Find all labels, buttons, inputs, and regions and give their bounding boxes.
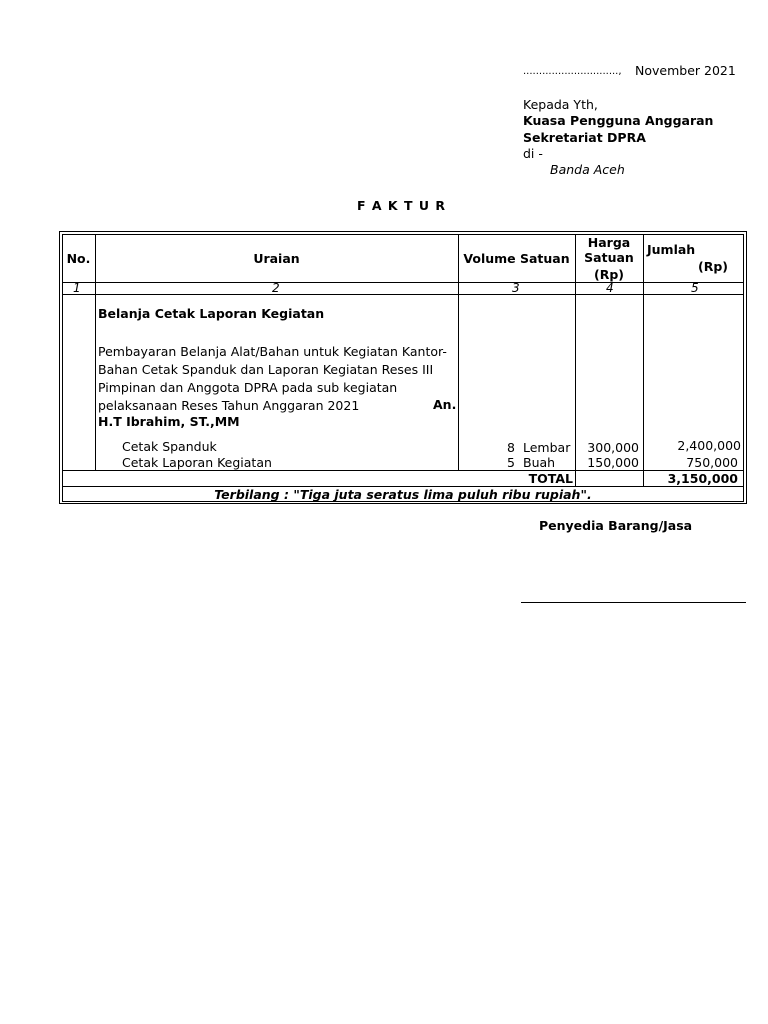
item-qty: 5 bbox=[507, 455, 515, 470]
total-label: TOTAL bbox=[528, 471, 573, 486]
description-line: pelaksanaan Reses Tahun Anggaran 2021 bbox=[98, 398, 360, 413]
header-no: No. bbox=[66, 251, 91, 266]
item-price: 150,000 bbox=[587, 455, 639, 470]
header-volume-satuan: Volume Satuan bbox=[463, 251, 570, 266]
section-title: Belanja Cetak Laporan Kegiatan bbox=[98, 306, 325, 321]
col-number-1: 1 bbox=[73, 281, 81, 295]
recipient-org: Sekretariat DPRA bbox=[523, 130, 646, 145]
to-line: Kepada Yth, bbox=[523, 97, 598, 112]
item-amount: 750,000 bbox=[686, 455, 738, 470]
total-value: 3,150,000 bbox=[667, 471, 738, 486]
date-month-year: November 2021 bbox=[635, 63, 736, 78]
col-number-3: 3 bbox=[512, 281, 520, 295]
header-harga-satuan bbox=[575, 235, 643, 282]
row-divider bbox=[62, 470, 744, 471]
description bbox=[98, 343, 447, 415]
description-line: Pimpinan dan Anggota DPRA pada sub kegiatan bbox=[98, 380, 398, 395]
header-harga-line: (Rp) bbox=[594, 267, 624, 282]
header-harga-line: Satuan bbox=[584, 250, 634, 265]
header-jumlah: Jumlah bbox=[647, 242, 696, 257]
row-divider bbox=[62, 294, 744, 295]
item-name: Cetak Laporan Kegiatan bbox=[122, 455, 272, 470]
col-divider bbox=[95, 234, 96, 470]
signature-line bbox=[521, 602, 746, 603]
terbilang-text: Terbilang : "Tiga juta seratus lima puluh ribu rupiah". bbox=[214, 487, 592, 502]
item-price: 300,000 bbox=[587, 440, 639, 455]
item-name: Cetak Spanduk bbox=[122, 439, 217, 454]
header-uraian: Uraian bbox=[253, 251, 300, 266]
item-unit: Buah bbox=[523, 455, 556, 470]
signature-label: Penyedia Barang/Jasa bbox=[539, 518, 693, 533]
header-harga-line: Harga bbox=[587, 235, 631, 250]
row-divider bbox=[62, 282, 744, 283]
col-divider bbox=[458, 234, 459, 470]
col-divider bbox=[643, 234, 644, 486]
di-line: di - bbox=[523, 146, 543, 161]
col-number-4: 4 bbox=[606, 281, 614, 295]
col-number-2: 2 bbox=[272, 281, 280, 295]
recipient-title: Kuasa Pengguna Anggaran bbox=[523, 113, 714, 128]
item-unit: Lembar bbox=[523, 440, 571, 455]
document-title: F A K T U R bbox=[357, 198, 446, 213]
col-number-5: 5 bbox=[691, 281, 699, 295]
description-line: Bahan Cetak Spanduk dan Laporan Kegiatan Reses III bbox=[98, 362, 434, 377]
header-jumlah-unit: (Rp) bbox=[698, 259, 728, 274]
description-line: Pembayaran Belanja Alat/Bahan untuk Kegiatan Kantor- bbox=[98, 344, 447, 359]
item-qty: 8 bbox=[507, 440, 515, 455]
recipient-city: Banda Aceh bbox=[550, 162, 625, 177]
an-label: An. bbox=[433, 397, 457, 412]
item-amount: 2,400,000 bbox=[677, 438, 741, 453]
date-placeholder: .............................., bbox=[523, 66, 622, 77]
an-name: H.T Ibrahim, ST.,MM bbox=[98, 414, 240, 429]
